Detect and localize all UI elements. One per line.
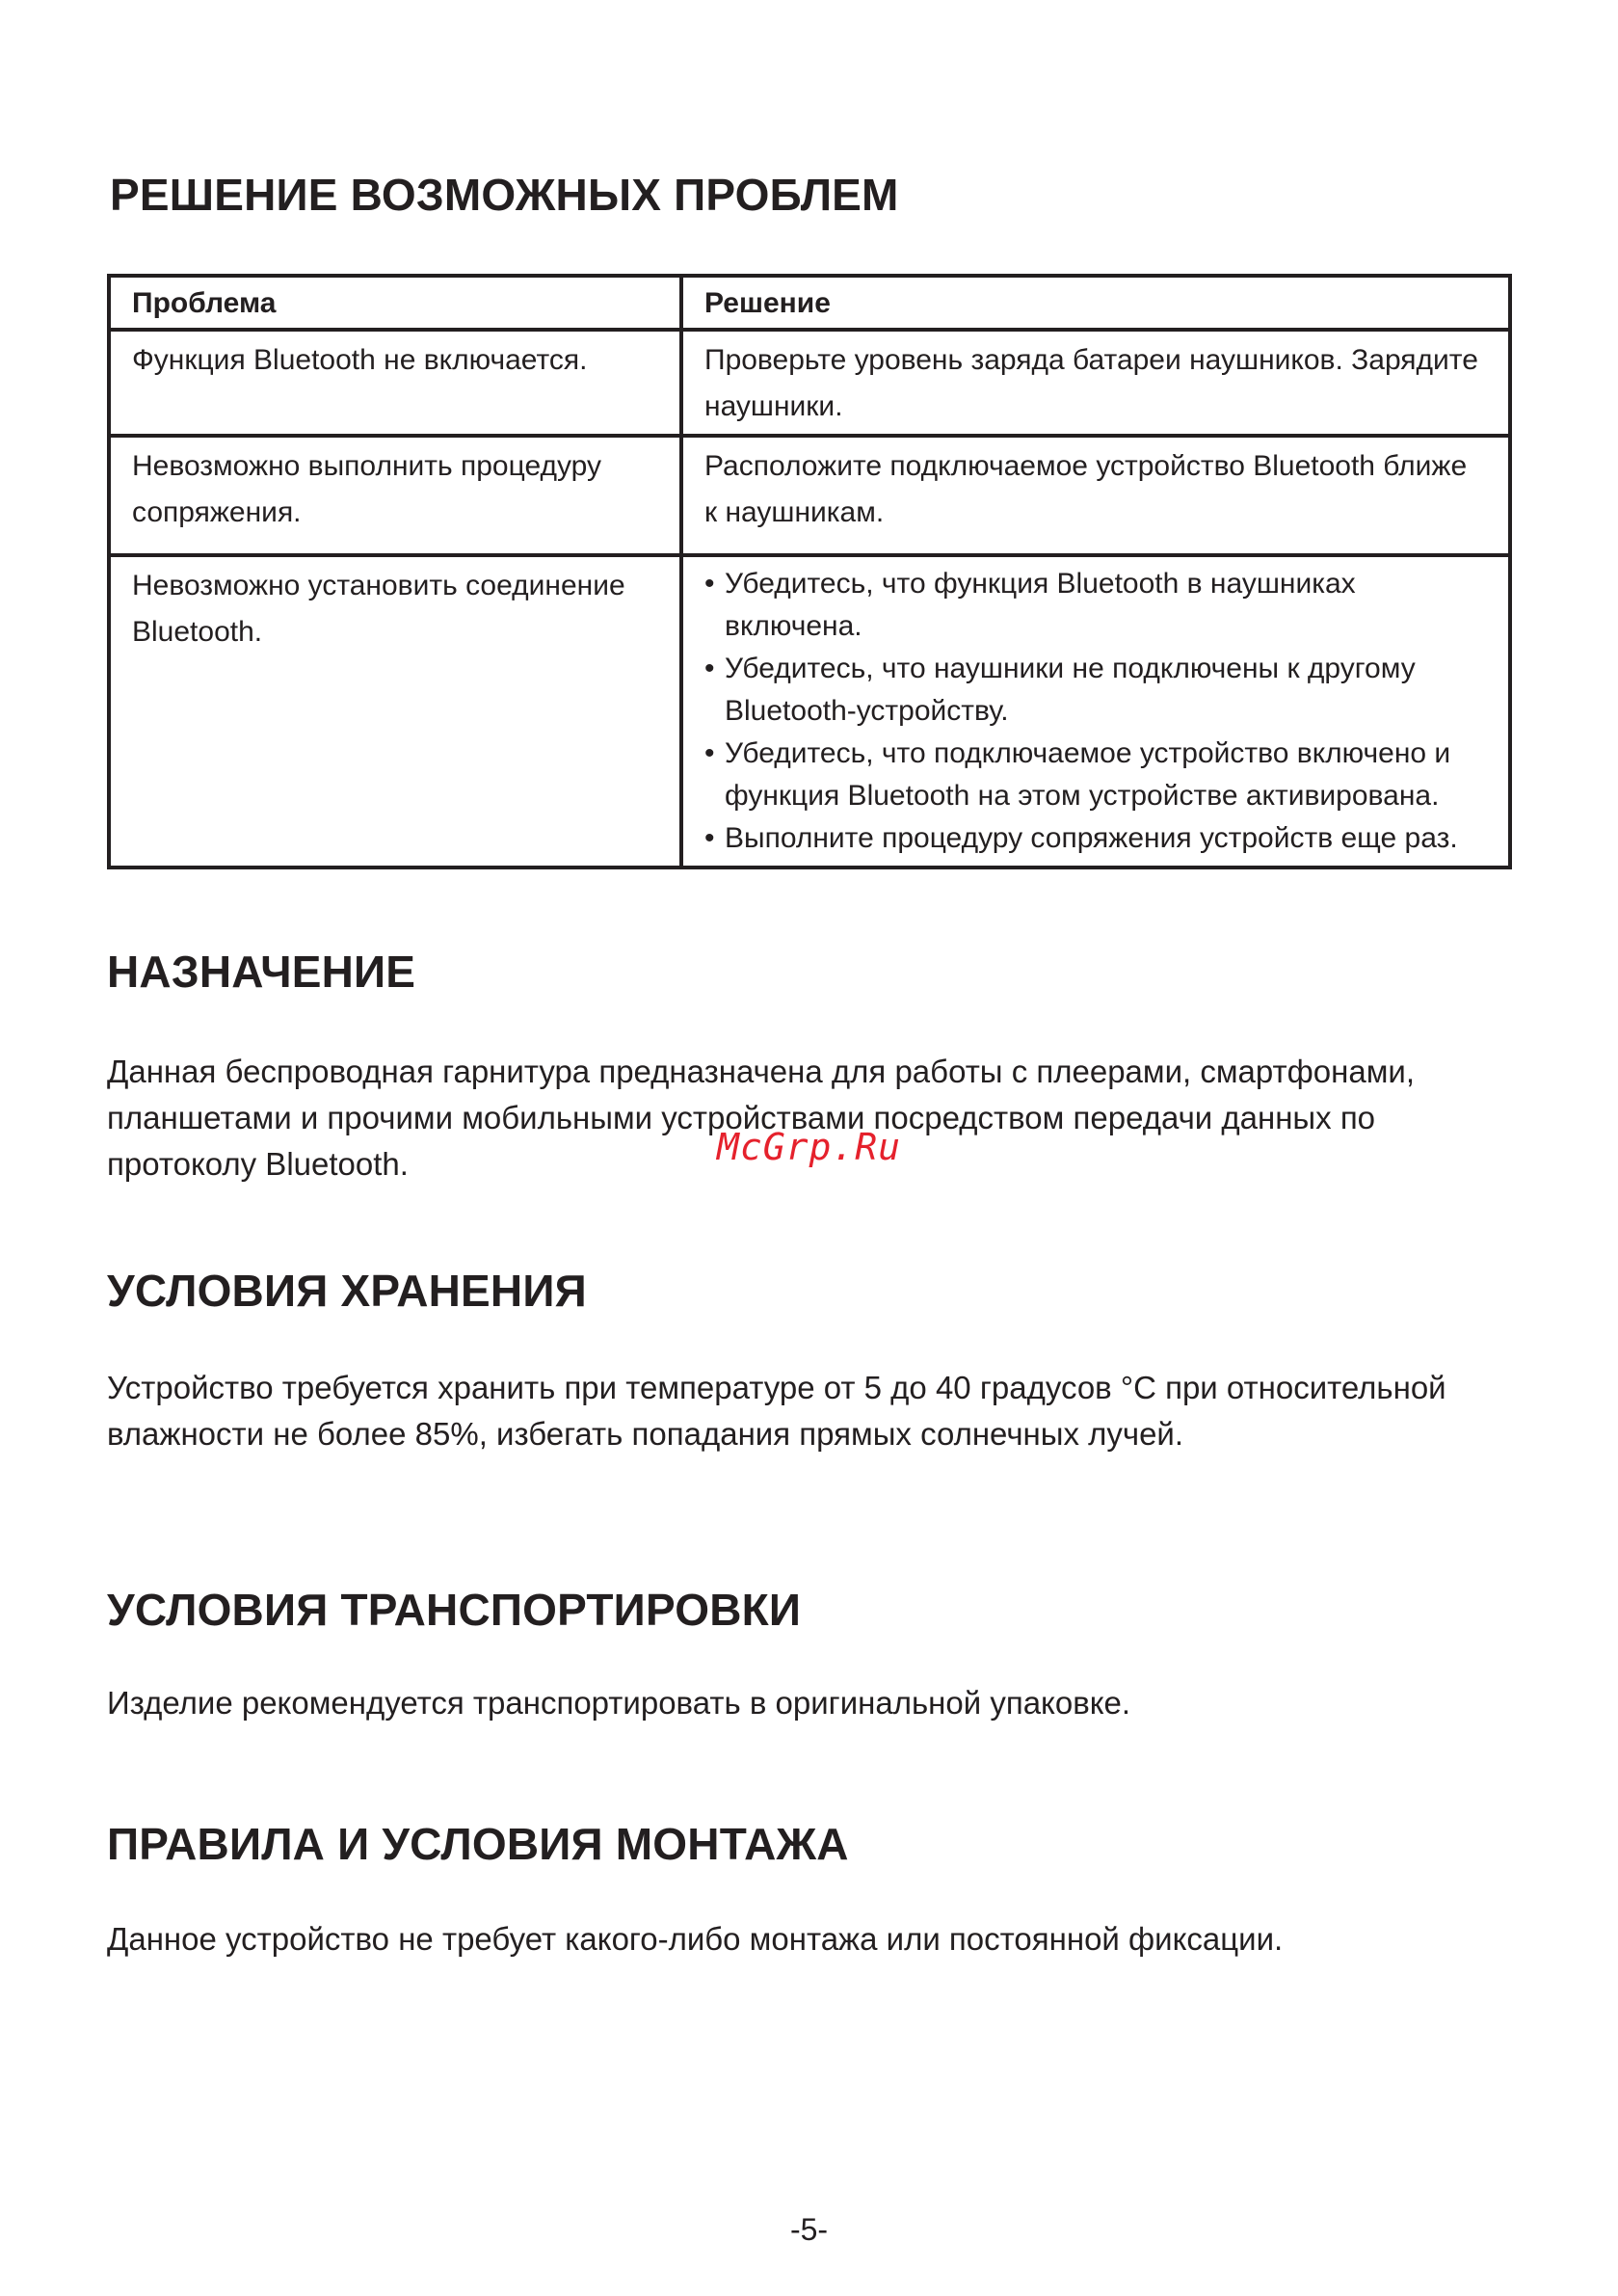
transport-title: УСЛОВИЯ ТРАНСПОРТИРОВКИ bbox=[107, 1585, 802, 1635]
table-row bbox=[109, 330, 1510, 436]
watermark: McGrp.Ru bbox=[717, 1126, 902, 1168]
storage-title: УСЛОВИЯ ХРАНЕНИЯ bbox=[107, 1266, 587, 1316]
column-header-problem: Проблема bbox=[109, 276, 681, 330]
table-row bbox=[109, 436, 1510, 555]
problem-cell: Функция Bluetooth не включается. bbox=[109, 330, 681, 436]
problem-cell: Невозможно установить соединение Bluetooth. bbox=[109, 555, 681, 868]
solution-cell: Расположите подключаемое устройство Bluetooth ближе к наушникам. bbox=[681, 436, 1510, 555]
page-number: -5- bbox=[789, 2212, 829, 2247]
solution-cell bbox=[681, 555, 1510, 868]
mounting-text: Данное устройство не требует какого-либо монтажа или постоянной фиксации. bbox=[107, 1921, 1284, 1957]
mounting-title: ПРАВИЛА И УСЛОВИЯ МОНТАЖА bbox=[107, 1819, 849, 1869]
troubleshooting-title: РЕШЕНИЕ ВОЗМОЖНЫХ ПРОБЛЕМ bbox=[110, 170, 899, 220]
table-header-row bbox=[109, 276, 1510, 330]
table-row bbox=[109, 555, 1510, 868]
transport-text: Изделие рекомендуется транспортировать в оригинальной упаковке. bbox=[107, 1685, 1131, 1721]
solution-bullet: • Убедитесь, что функция Bluetooth в наушниках включена. bbox=[704, 563, 1487, 648]
solution-bullet: • Выполните процедуру сопряжения устройств еще раз. bbox=[704, 817, 1487, 860]
column-header-solution: Решение bbox=[681, 276, 1510, 330]
storage-text: Устройство требуется хранить при температуре от 5 до 40 градусов °С при относительной влажности не более 85%, избегать попадания прямых солнечных лучей. bbox=[107, 1370, 1446, 1452]
troubleshooting-table bbox=[107, 274, 1512, 869]
purpose-text: Данная беспроводная гарнитура предназначена для работы с плеерами, смартфонами, планшетами и прочими мобильными устройствами посредством передачи данных по протоколу Bluetooth. bbox=[107, 1054, 1416, 1182]
solution-bullet: • Убедитесь, что наушники не подключены к другому Bluetooth-устройству. bbox=[704, 648, 1487, 733]
solution-cell: Проверьте уровень заряда батареи наушников. Зарядите наушники. bbox=[681, 330, 1510, 436]
problem-cell: Невозможно выполнить процедуру сопряжения. bbox=[109, 436, 681, 555]
solution-bullet-list bbox=[704, 563, 1487, 860]
solution-bullet: • Убедитесь, что подключаемое устройство включено и функция Bluetooth на этом устройстве активирована. bbox=[704, 733, 1487, 817]
purpose-title: НАЗНАЧЕНИЕ bbox=[107, 947, 416, 997]
